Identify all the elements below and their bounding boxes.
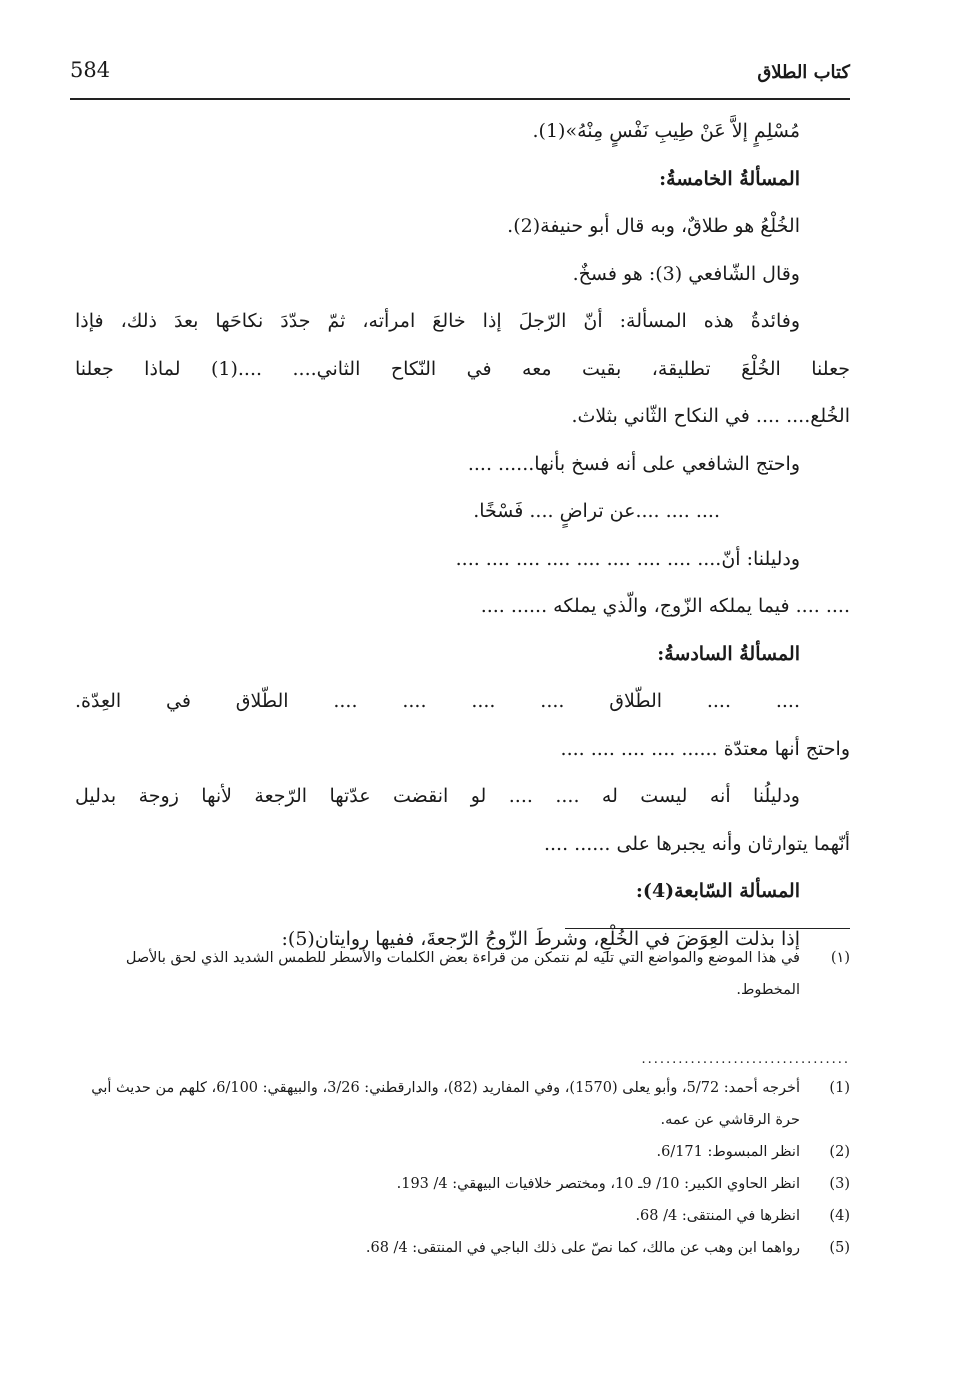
section-heading-7: المسألة السّابعة(4): (635, 880, 800, 902)
footnote-item (75, 1200, 850, 1232)
footnote-item (75, 1072, 850, 1136)
footnote-text: انظرها في المنتقى: 4/ 68. (635, 1208, 800, 1224)
dotted-separator: .................................. (641, 1052, 850, 1067)
page-header (70, 58, 850, 100)
text-line: .... .... ....عن تراضٍ .... فَسْخًا. (473, 500, 720, 522)
footnote-text: انظر الحاوي الكبير: 10/ 9ـ 10، ومختصر خلافيات البيهقي: 4/ 193. (396, 1176, 800, 1192)
footnote-item (75, 1168, 850, 1200)
text-line: الخُلع.... .... في النكاح الثّاني بثلاث. (571, 405, 850, 427)
text-line: وقال الشّافعي (3): هو فسخٌ. (572, 262, 800, 285)
text-line: واحتج أنها معتدّة ...... .... .... .... .... (560, 737, 850, 760)
text-line: الخُلْعُ هو طلاقٌ، وبه قال أبو حنيفة(2). (507, 215, 800, 237)
footnote-number: (١) (830, 950, 850, 966)
footnote-number: (3) (829, 1176, 850, 1192)
editor-note (75, 942, 850, 1006)
footnote-text: أخرجه أحمد: 5/72، وأبو يعلى (1570)، وفي المفاريد (82)، والدارقطني: 3/26، والبيهقي: 6/100، كلهم من حديث أبي حرة الرقاشي عن عمه. (91, 1080, 800, 1128)
footnote-number: (1) (829, 1080, 850, 1096)
text-line: .... .... فيما يملكه الزّوج، والّذي يملكه ...... .... (480, 595, 850, 617)
footnotes (75, 1072, 850, 1264)
footnote-number: (2) (829, 1144, 850, 1160)
footnote-separator (565, 928, 850, 929)
footnote-number: (4) (829, 1208, 850, 1224)
book-title: كتاب الطلاق (757, 62, 850, 83)
text-line: .... .... الطّلاق .... .... .... .... الطّلاق في العِدّة. (75, 690, 800, 712)
footnote-item (75, 1232, 850, 1264)
text-line: ودليلُنا أنه ليست له .... .... لو انقضت عدّتها الرّجعة لأنها زوجة بدليل (75, 785, 800, 807)
main-text (75, 108, 850, 963)
text-line: وفائدةُ هذه المسألة: أنّ الرّجلَ إذا خالعَ امرأته، ثمّ جدّدَ نكاحَها بعدَ ذلك، فإذا (75, 310, 800, 332)
text-line: جعلنا الخُلْعَ تطليقة، بقيت معه في النّكاح الثاني.... ....(1) لماذا جعلنا (75, 357, 850, 380)
footnote-item (75, 942, 850, 1006)
text-line: إذا بذلت العِوَضَ في الخُلْعِ، وشرطَ الزّوجُ الرّجعةَ، ففيها روايتان(5): (281, 927, 800, 950)
footnote-item (75, 1136, 850, 1168)
footnote-text: في هذا الموضع والمواضع التي تليه لم نتمكن من قراءة بعض الكلمات والأسطر للطمس الشديد الذي لحق بالأصل المخطوط. (125, 950, 800, 998)
footnote-number: (5) (829, 1240, 850, 1256)
footnote-text: رواهما ابن وهب عن مالك، كما نصّ على ذلك الباجي في المنتقى: 4/ 68. (365, 1240, 800, 1256)
section-heading-6: المسألةُ السادسةُ: (657, 642, 800, 665)
text-line: أنّهما يتوارثان وأنه يجبرها على ...... .... (543, 832, 850, 855)
text-line: واحتج الشافعي على أنه فسخ بأنها...... .... (467, 452, 800, 475)
text-line: مُسْلِمٍ إلاَّ عَنْ طِيبِ نَفْسٍ مِنْهُ»(1). (532, 120, 800, 142)
page-number: 584 (70, 58, 111, 82)
footnote-text: انظر المبسوط: 6/171. (656, 1144, 800, 1160)
text-line: ودليلنا: أنّ.... .... .... .... .... .... .... .... .... (455, 547, 800, 570)
section-heading-5: المسألةُ الخامسةُ: (659, 167, 800, 190)
